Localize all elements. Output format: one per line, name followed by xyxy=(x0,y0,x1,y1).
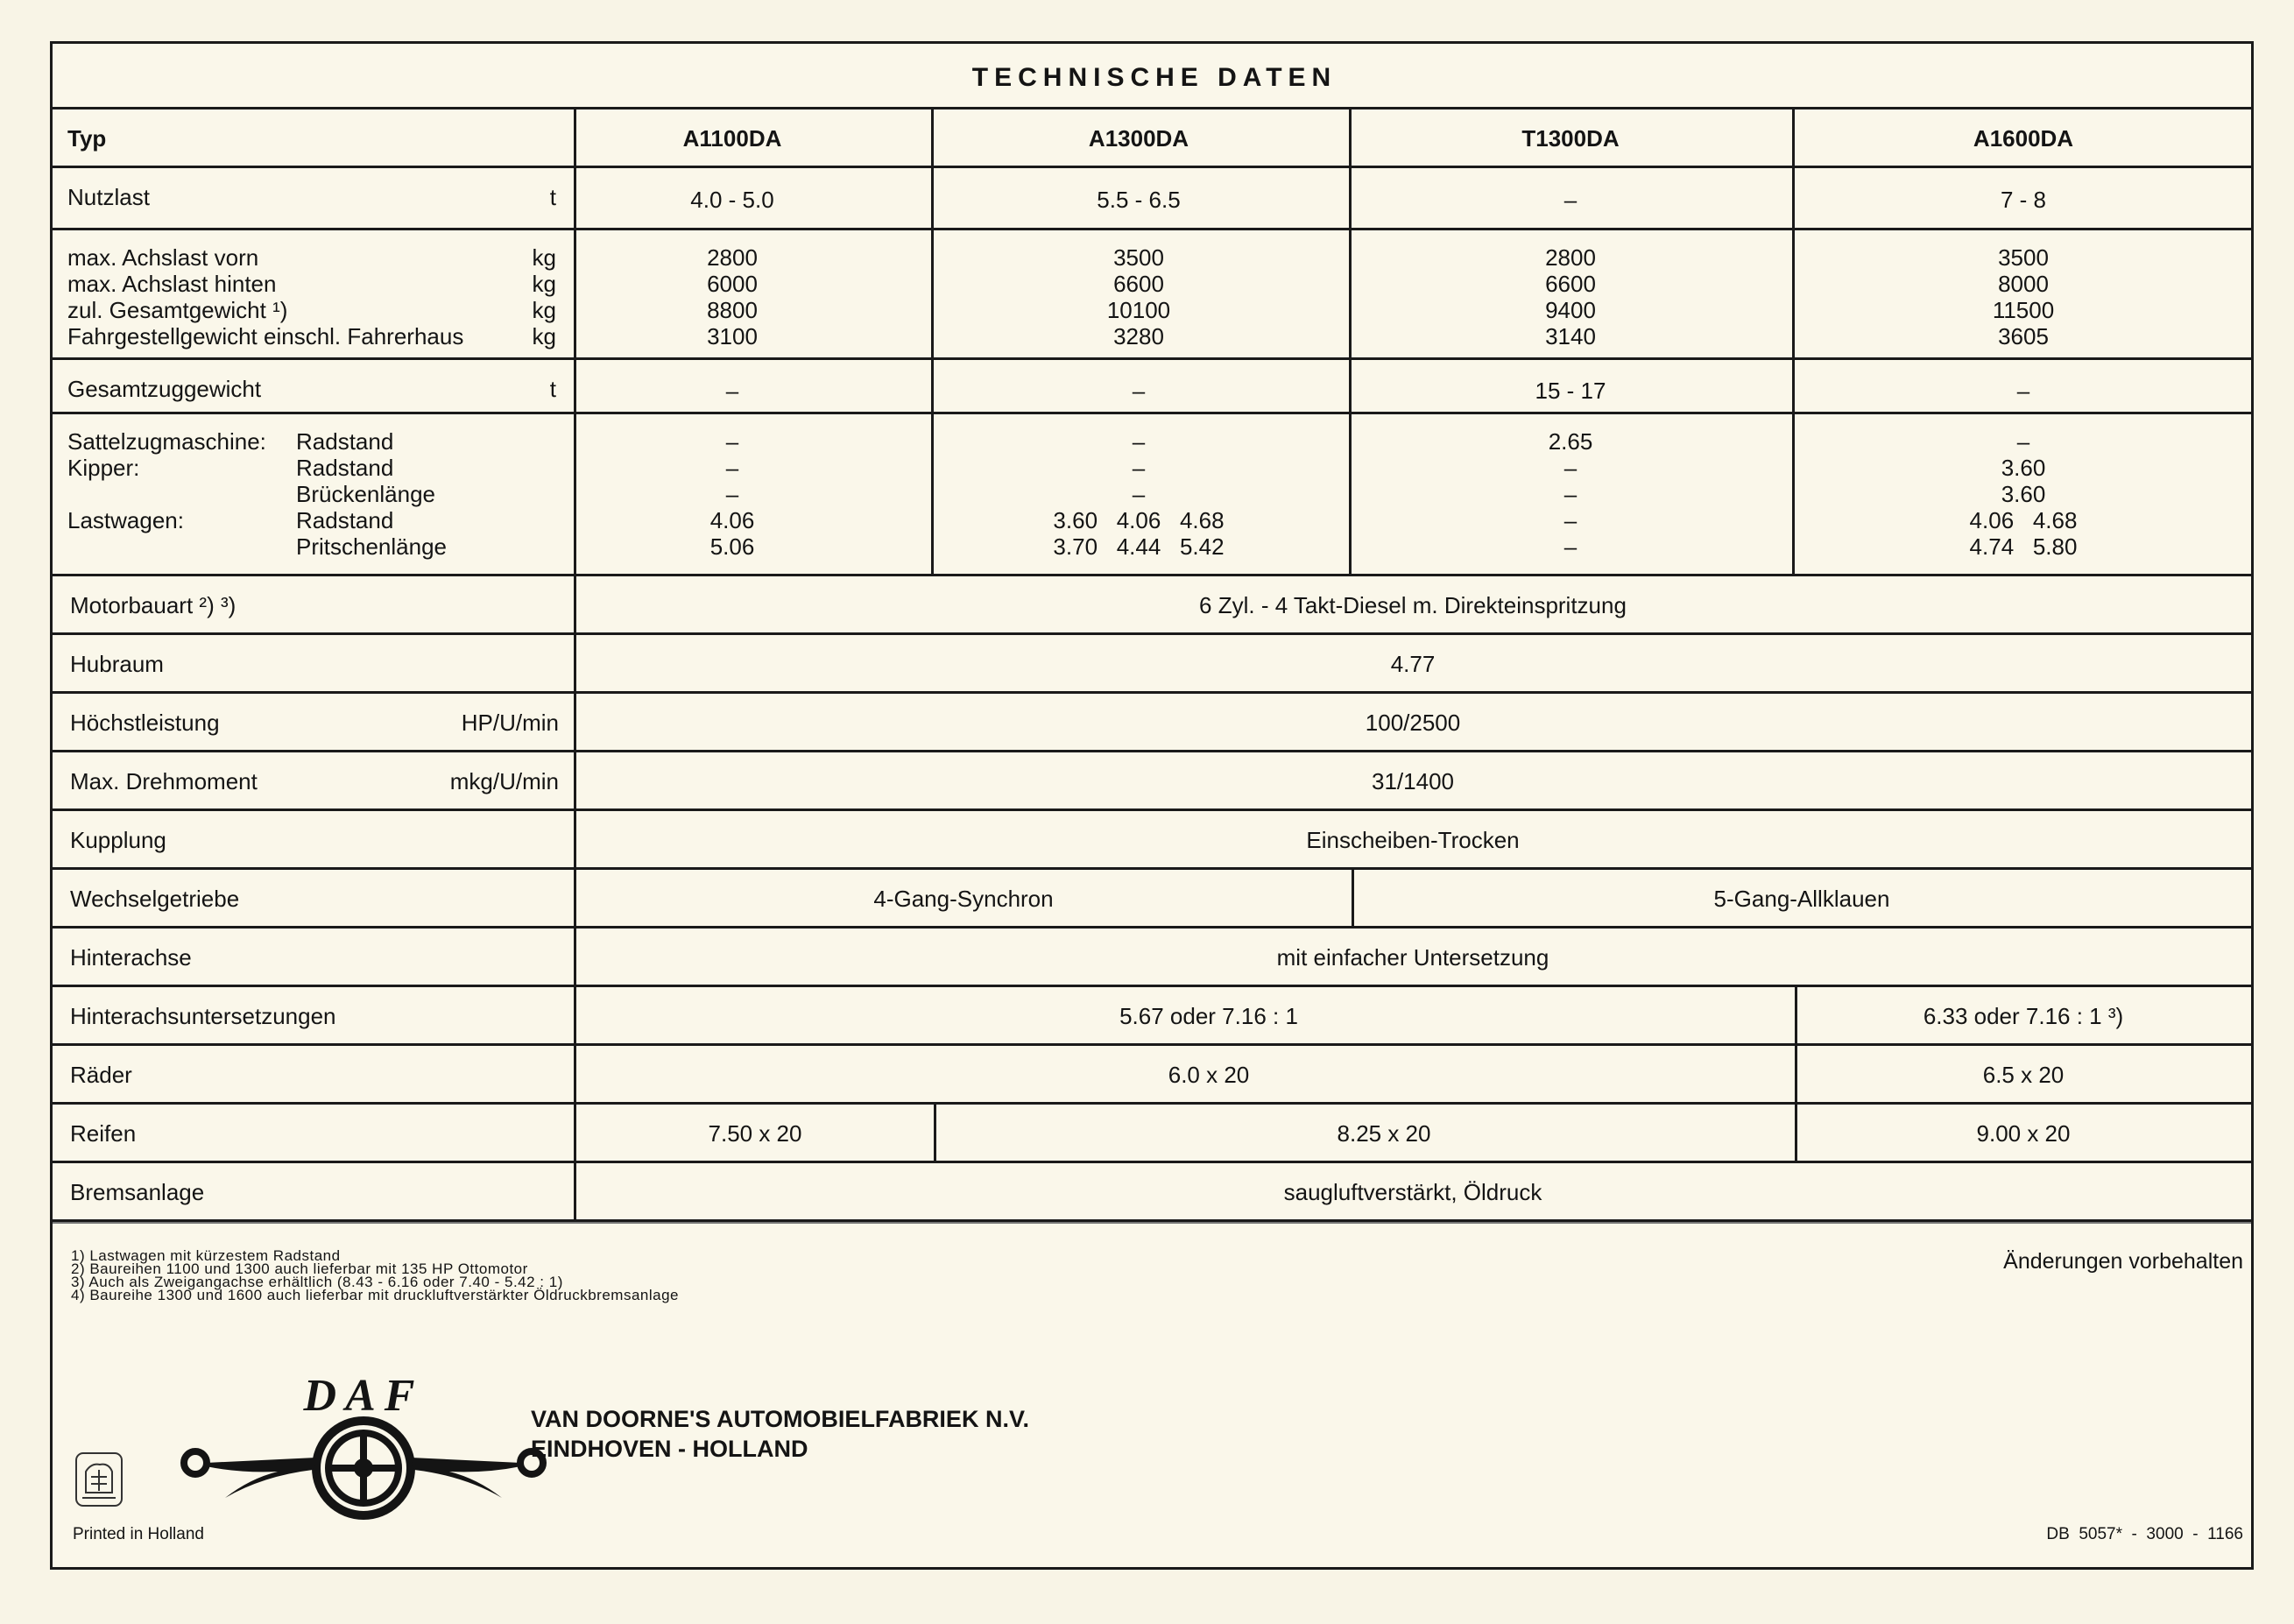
group-label: Sattelzugmaschine: xyxy=(67,428,266,455)
rule xyxy=(53,357,2251,360)
cell-value: – xyxy=(1563,455,1578,481)
cell-value: 3140 xyxy=(1545,323,1596,350)
cell-value: – xyxy=(1132,428,1146,455)
rule xyxy=(53,750,2251,752)
column-rule xyxy=(1349,107,1352,576)
row-label: Fahrgestellgewicht einschl. Fahrerhaus xyxy=(67,323,464,350)
sub-label: Radstand xyxy=(296,455,394,481)
cell-value: – xyxy=(725,428,739,455)
cell-value: 4.74 5.80 xyxy=(1969,533,2078,560)
row-unit: kg xyxy=(532,244,556,271)
cell-value: 10100 xyxy=(1106,297,1171,323)
model-header: A1600DA xyxy=(1973,125,2074,152)
cell-value: Einscheiben-Trocken xyxy=(1306,827,1520,853)
cell-value: – xyxy=(725,455,739,481)
cell-value: 3280 xyxy=(1113,323,1164,350)
rule xyxy=(53,867,2251,870)
footnote: 1) Lastwagen mit kürzestem Radstand xyxy=(71,1247,341,1264)
rule xyxy=(53,691,2251,694)
cell-value: – xyxy=(725,481,739,507)
cell-value: 7.50 x 20 xyxy=(708,1120,802,1147)
row-label: Hubraum xyxy=(70,651,164,677)
cell-value: 3605 xyxy=(1998,323,2049,350)
column-rule xyxy=(574,107,576,1222)
row-label: Räder xyxy=(70,1062,132,1088)
rule xyxy=(53,632,2251,635)
typ-label: Typ xyxy=(67,125,107,152)
rule xyxy=(53,107,2251,109)
cell-value: 5-Gang-Allklauen xyxy=(1713,886,1890,912)
cell-value: 9.00 x 20 xyxy=(1976,1120,2071,1147)
cell-value: – xyxy=(1563,507,1578,533)
cell-value: 2800 xyxy=(1545,244,1596,271)
row-label: max. Achslast vorn xyxy=(67,244,259,271)
rule xyxy=(53,166,2251,168)
cell-value: 3500 xyxy=(1998,244,2049,271)
cell-value: 6000 xyxy=(707,271,758,297)
footnote: 2) Baureihen 1100 und 1300 auch lieferbar mit 135 HP Ottomotor xyxy=(71,1260,528,1277)
row-label: Höchstleistung xyxy=(70,710,220,736)
cell-value: 3100 xyxy=(707,323,758,350)
row-label: Reifen xyxy=(70,1120,137,1147)
column-rule xyxy=(934,1102,936,1161)
row-label: Wechselgetriebe xyxy=(70,886,240,912)
row-label: max. Achslast hinten xyxy=(67,271,277,297)
cell-value: 3.70 4.44 5.42 xyxy=(1053,533,1225,560)
cell-value: 4-Gang-Synchron xyxy=(873,886,1054,912)
cell-value: – xyxy=(1563,481,1578,507)
cell-value: 31/1400 xyxy=(1372,768,1454,794)
rule xyxy=(53,228,2251,230)
row-label: Max. Drehmoment xyxy=(70,768,258,794)
cell-value: 6.0 x 20 xyxy=(1168,1062,1250,1088)
cell-value: saugluftverstärkt, Öldruck xyxy=(1283,1179,1542,1205)
cell-value: – xyxy=(1563,187,1578,213)
sub-label: Pritschenlänge xyxy=(296,533,447,560)
row-label: Kupplung xyxy=(70,827,166,853)
rule xyxy=(53,1161,2251,1163)
cell-value: 5.67 oder 7.16 : 1 xyxy=(1119,1003,1298,1029)
company-city: EINDHOVEN - HOLLAND xyxy=(531,1436,808,1462)
rule xyxy=(53,926,2251,929)
cell-value: 6600 xyxy=(1113,271,1164,297)
cell-value: – xyxy=(1132,455,1146,481)
row-label: Bremsanlage xyxy=(70,1179,205,1205)
row-label: Hinterachse xyxy=(70,944,192,971)
cell-value: 2.65 xyxy=(1548,428,1593,455)
cell-value: 11500 xyxy=(1992,297,2055,323)
footnote: 3) Auch als Zweigangachse erhältlich (8.43 - 6.16 oder 7.40 - 5.42 : 1) xyxy=(71,1274,563,1290)
cell-value: 4.06 4.68 xyxy=(1969,507,2078,533)
company-name: VAN DOORNE'S AUTOMOBIELFABRIEK N.V. xyxy=(531,1406,1029,1432)
row-unit: kg xyxy=(532,271,556,297)
row-unit: kg xyxy=(532,297,556,323)
rule xyxy=(53,1043,2251,1046)
cell-value: – xyxy=(2016,378,2030,404)
cell-value: 3500 xyxy=(1113,244,1164,271)
document-code: DB 5057* - 3000 - 1166 xyxy=(2046,1525,2243,1543)
row-label: Gesamtzuggewicht xyxy=(67,376,262,402)
model-header: A1100DA xyxy=(682,125,782,152)
cell-value: 4.06 xyxy=(709,507,755,533)
row-label: Hinterachsuntersetzungen xyxy=(70,1003,336,1029)
footnote: 4) Baureihe 1300 und 1600 auch lieferbar mit druckluftverstärkter Öldruckbremsanlage xyxy=(71,1287,680,1303)
group-label: Lastwagen: xyxy=(67,507,184,533)
changes-note: Änderungen vorbehalten xyxy=(2003,1249,2243,1274)
cell-value: – xyxy=(1132,481,1146,507)
cell-value: 6 Zyl. - 4 Takt-Diesel m. Direkteinspritzung xyxy=(1199,592,1627,618)
group-label: Kipper: xyxy=(67,455,140,481)
cell-value: 8.25 x 20 xyxy=(1337,1120,1431,1147)
cell-value: 5.06 xyxy=(709,533,755,560)
sub-label: Radstand xyxy=(296,428,394,455)
cell-value: 6600 xyxy=(1545,271,1596,297)
cell-value: 3.60 xyxy=(2001,481,2046,507)
rule xyxy=(53,985,2251,987)
column-rule xyxy=(931,107,934,576)
row-unit: HP/U/min xyxy=(461,710,559,736)
row-label: Nutzlast xyxy=(67,184,150,210)
cell-value: – xyxy=(1132,378,1146,404)
cell-value: 6.5 x 20 xyxy=(1982,1062,2065,1088)
rule xyxy=(53,808,2251,811)
cell-value: 4.77 xyxy=(1390,651,1436,677)
spec-sheet xyxy=(50,41,2254,1570)
cell-value: 9400 xyxy=(1545,297,1596,323)
cell-value: 15 - 17 xyxy=(1535,378,1606,404)
column-rule xyxy=(1795,985,1797,1161)
model-header: A1300DA xyxy=(1088,125,1189,152)
cell-value: – xyxy=(1563,533,1578,560)
printed-note: Printed in Holland xyxy=(73,1525,204,1543)
model-header: T1300DA xyxy=(1521,125,1620,152)
cell-value: 3.60 4.06 4.68 xyxy=(1053,507,1225,533)
row-label: Motorbauart ²) ³) xyxy=(70,592,236,618)
daf-logo-text: DAF xyxy=(303,1375,424,1421)
rule xyxy=(53,1222,2251,1224)
page-title: TECHNISCHE DATEN xyxy=(971,63,1338,92)
cell-value: 3.60 xyxy=(2001,455,2046,481)
cell-value: 8000 xyxy=(1998,271,2049,297)
row-label: zul. Gesamtgewicht ¹) xyxy=(67,297,288,323)
row-unit: kg xyxy=(532,323,556,350)
column-rule xyxy=(1352,867,1354,926)
cell-value: – xyxy=(725,378,739,404)
cell-value: 7 - 8 xyxy=(2000,187,2047,213)
row-unit: t xyxy=(549,184,556,210)
cell-value: mit einfacher Untersetzung xyxy=(1276,944,1549,971)
cell-value: 6.33 oder 7.16 : 1 ³) xyxy=(1923,1003,2124,1029)
cell-value: – xyxy=(2016,428,2030,455)
cell-value: 8800 xyxy=(707,297,758,323)
printer-seal-icon xyxy=(74,1451,124,1508)
sub-label: Radstand xyxy=(296,507,394,533)
column-rule xyxy=(1792,107,1795,576)
cell-value: 2800 xyxy=(707,244,758,271)
rule xyxy=(53,412,2251,414)
cell-value: 100/2500 xyxy=(1365,710,1461,736)
row-unit: mkg/U/min xyxy=(449,768,559,794)
cell-value: 4.0 - 5.0 xyxy=(690,187,774,213)
row-unit: t xyxy=(549,376,556,402)
daf-logo-icon xyxy=(180,1375,547,1524)
rule xyxy=(53,1102,2251,1105)
rule xyxy=(53,574,2251,576)
cell-value: 5.5 - 6.5 xyxy=(1097,187,1181,213)
sub-label: Brückenlänge xyxy=(296,481,435,507)
